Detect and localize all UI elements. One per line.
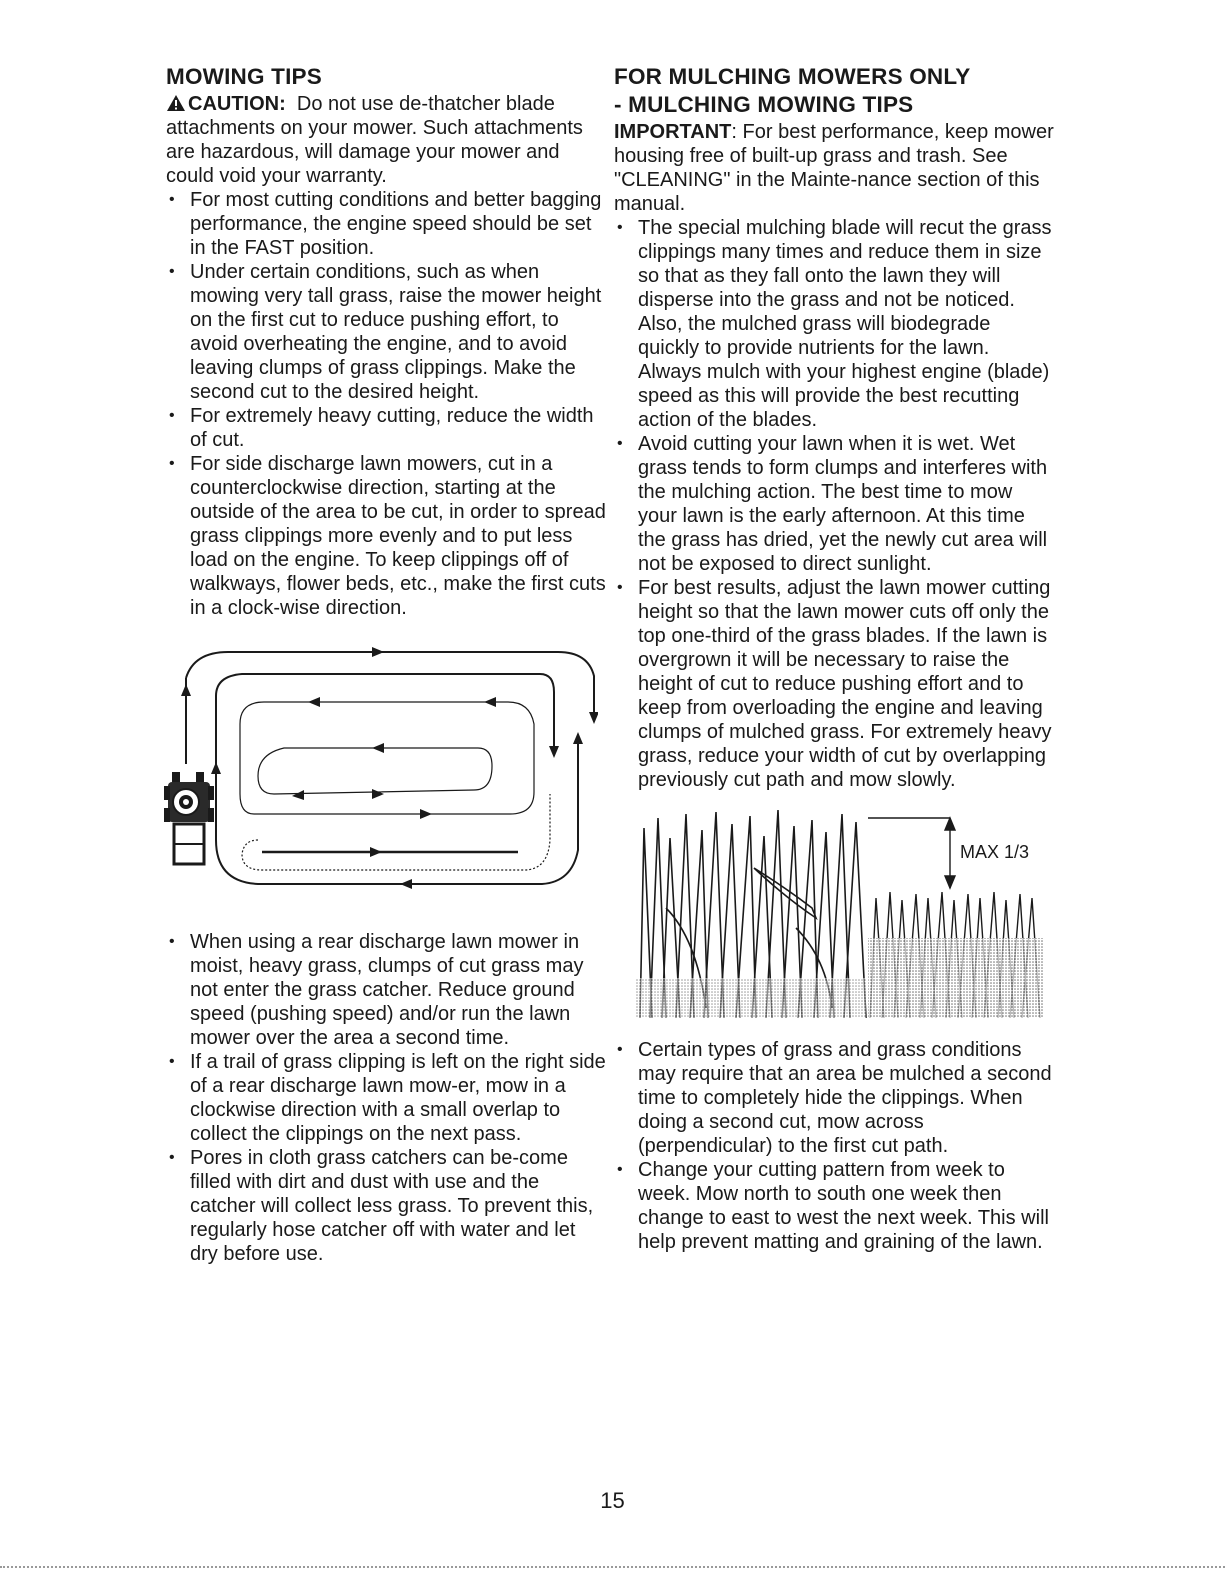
list-item: • Under certain conditions, such as when mowing very tall grass, raise the mower height on the first cut to reduce pushing effort, to avoid overheating the engine, and to avoid leaving clumps of grass clippings. Make the second cut to the desired height. — [166, 260, 606, 404]
caution-label: CAUTION: — [188, 93, 286, 115]
mowing-tips-list-bottom — [166, 930, 606, 1266]
right-column — [614, 64, 1054, 1254]
warning-triangle-icon — [166, 94, 186, 112]
list-item: • For extremely heavy cutting, reduce the width of cut. — [166, 404, 606, 452]
mulching-tips-list-bottom — [614, 1038, 1054, 1254]
list-item: • For most cutting conditions and better bagging performance, the engine speed should be set in the FAST position. — [166, 188, 606, 260]
list-item: • For best results, adjust the lawn mower cutting height so that the lawn mower cuts off only the top one-third of the grass blades. If the lawn is overgrown it will be necessary to raise the height of cut to reduce pushing effort and to keep from overloading the engine and leaving clumps of mulched grass. For extremely heavy grass, reduce your width of cut by overlapping previously cut path and mow slowly. — [614, 576, 1054, 792]
list-item: • Change your cutting pattern from week to week. Mow north to south one week then change to east to west the next week. This will help prevent matting and graining of the lawn. — [614, 1158, 1054, 1254]
list-item: • When using a rear discharge lawn mower in moist, heavy grass, clumps of cut grass may not enter the grass catcher. Reduce ground speed (pushing speed) and/or run the lawn mower over the area a second time. — [166, 930, 606, 1050]
lawn-mower-icon — [164, 772, 214, 864]
page-number: 15 — [600, 1488, 625, 1513]
mowing-tips-list-top — [166, 188, 606, 620]
caution-text: Do not use de-thatcher blade attachments on your mower. Such attachments are hazardous, will damage your mower and could void your warranty. — [166, 93, 583, 187]
list-item: • Avoid cutting your lawn when it is wet. Wet grass tends to form clumps and interferes with the mulching action. The best time to mow your lawn is the early afternoon. At this time the grass has dried, yet the newly cut area will not be exposed to direct sunlight. — [614, 432, 1054, 576]
list-item: • Pores in cloth grass catchers can be-come filled with dirt and dust with use and the catcher will collect less grass. To prevent this, regularly hose catcher off with water and let dry before use. — [166, 1146, 606, 1266]
grass-height-illustration — [636, 808, 1046, 1018]
caution-paragraph — [166, 92, 606, 188]
important-text: : For best performance, keep mower housing free of built-up grass and trash. See "CLEANING" in the Mainte-nance section of this manual. — [614, 121, 1054, 215]
mulching-heading-line1: FOR MULCHING MOWERS ONLY — [614, 64, 971, 89]
mulching-heading-line2: - MULCHING MOWING TIPS — [614, 92, 914, 117]
mulching-tips-list-top — [614, 216, 1054, 792]
max-one-third-label: MAX 1/3 — [960, 842, 1030, 862]
important-paragraph — [614, 120, 1054, 216]
left-column — [166, 64, 606, 1266]
mowing-tips-heading: MOWING TIPS — [166, 64, 322, 89]
list-item: • For side discharge lawn mowers, cut in a counterclockwise direction, starting at the outside of the area to be cut, in order to spread grass clippings more evenly and to put less load on the engine. To keep clippings off of walkways, flower beds, etc., make the first cuts in a clock-wise direction. — [166, 452, 606, 620]
list-item: • If a trail of grass clipping is left on the right side of a rear discharge lawn mow-er, mow in a clockwise direction with a small overlap to collect the clippings on the next pass. — [166, 1050, 606, 1146]
page-bottom-rule — [0, 1566, 1225, 1568]
list-item: • Certain types of grass and grass conditions may require that an area be mulched a second time to completely hide the clippings. When doing a second cut, mow across (perpendicular) to the first cut path. — [614, 1038, 1054, 1158]
list-item: • The special mulching blade will recut the grass clippings many times and reduce them in size so that as they fall onto the lawn they will disperse into the grass and not be noticed. Also, the mulched grass will biodegrade quickly to provide nutrients for the lawn. Always mulch with your highest engine (blade) speed as this will provide the best recutting action of the blades. — [614, 216, 1054, 432]
important-label: IMPORTANT — [614, 121, 732, 143]
mowing-pattern-diagram — [158, 644, 598, 904]
